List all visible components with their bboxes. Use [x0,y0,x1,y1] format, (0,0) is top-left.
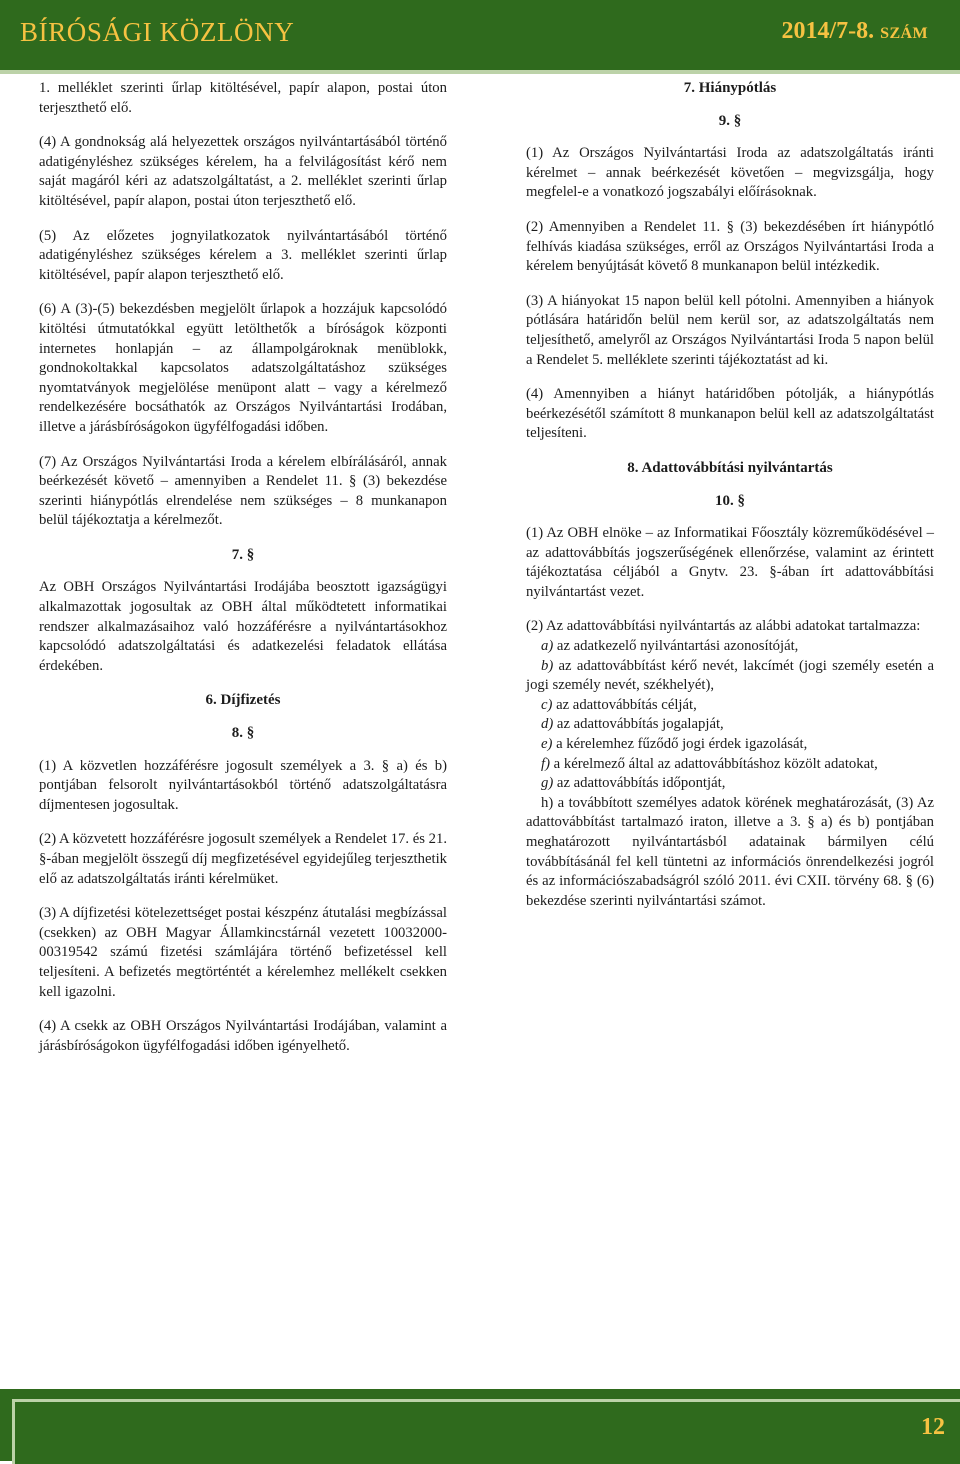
left-column [39,79,447,1071]
list-item [526,735,934,755]
item-marker: b) [541,657,554,674]
item-marker: e) [541,736,553,753]
chapter-heading: 7. Hiánypótlás [683,80,777,96]
section-number: 8. § [231,725,255,742]
item-text: az adatkezelő nyilvántartási azonosítóját, [553,638,799,655]
item-marker: g) [541,775,554,792]
paragraph: (4) A csekk az OBH Országos Nyilvántartási Irodájában, valamint a járásbíróságokon ügyfélfogadási időben igényelhető. [39,1018,447,1054]
list-item [526,755,934,775]
list-item: h) a továbbított személyes adatok körének meghatározását, (3) Az adattovábbítást tartalmazó iraton, illetve a 3. § a) és b) pontjában meghatározott nyilvántartásból adatainak bármilyen célú továbbításánál fel kell tüntetni az információs önrendelkezési jogról és az információszabadságról szóló 2011. évi CXII. törvény 68. § (6) bekezdése szerinti nyilvántartási számot. [526,794,934,909]
page-number: 12 [921,1414,945,1440]
item-text: az adattovábbítás időpontját, [553,775,726,792]
paragraph: (2) Az adattovábbítási nyilvántartás az alábbi adatokat tartalmazza: [526,618,921,635]
item-text: az adattovábbítást kérő nevét, lakcímét (jogi személy esetén a jogi személy nevét, székhelyét), [526,657,934,694]
section-number: 7. § [231,546,255,563]
journal-header [0,0,960,74]
paragraph: (6) A (3)-(5) bekezdésben megjelölt űrlapok a hozzájuk kapcsolódó kitöltési útmutatókkal együtt letölthetők a bíróságok központi internetes honlapján – az állampolgároknak menüblokk, gondnokoltakkal kapcsolatos adatszolgáltatáshoz szükséges nyomtatványok megjelölése menüpont alatt – vagy a kérelmező rendelkezésére bocsáthatók az Országos Nyilvántartási Irodában, illetve a járásbíróságokon ügyfélfogadási időben. [39,301,447,435]
list-item [526,774,934,794]
paragraph: (2) Amennyiben a Rendelet 11. § (3) bekezdésében írt hiánypótló felhívás kiadása szükséges, erről az Országos Nyilvántartási Iroda a kérelem benyújtását követő 8 munkanapon belül intézkedik. [526,218,934,275]
item-marker: a) [541,638,554,655]
chapter-heading: 8. Adattovábbítási nyilvántartás [627,459,833,476]
paragraph: (4) A gondnokság alá helyezettek országos nyilvántartásából történő adatigényléshez szükséges kérelem, ha a felvilágosítást kérő nem saját magáról kéri az adatszolgáltatást, a 2. melléklet szerinti űrlap kitöltésével, papír alapon, postai úton terjeszthető elő. [39,134,447,209]
right-column [526,79,934,926]
paragraph: 1. melléklet szerinti űrlap kitöltésével, papír alapon, postai úton terjeszthető elő. [39,80,447,116]
paragraph: (4) Amennyiben a hiányt határidőben pótolják, a hiánypótlás beérkezésétől számított 8 munkanapon belül kell az adatszolgáltatást teljesíteni. [526,386,934,442]
paragraph: (1) Az Országos Nyilvántartási Iroda az adatszolgáltatás iránti kérelmet – annak beérkezését követően – megvizsgálja, hogy megfelel-e a vonatkozó jogszabályi előírásoknak. [526,145,934,201]
paragraph: (1) Az OBH elnöke – az Informatikai Főosztály közreműködésével – az adattovábbítás jogszerűségének ellenőrzése, valamint az érintett tájékoztatása céljából a Gnytv. 23. §-ában írt adattovábbítási nyilvántartást vezet. [526,525,934,600]
journal-title: BÍRÓSÁGI KÖZLÖNY [20,17,295,47]
chapter-heading: 6. Díjfizetés [205,692,281,709]
paragraph: (2) A közvetett hozzáférésre jogosult személyek a Rendelet 17. és 21. §-ában megjelölt összegű díj megfizetésével egyidejűleg terjeszthetik elő az adatszolgáltatás iránti kérelmüket. [39,831,447,887]
item-text: az adattovábbítás jogalapját, [553,716,724,733]
item-text: a kérelmező által az adattovábbításhoz közölt adatokat, [549,755,878,772]
section-number: 10. § [715,492,745,509]
list-item [526,637,934,657]
paragraph: (3) A hiányokat 15 napon belül kell pótolni. Amennyiben a hiányok pótlására határidőn belül nem kerül sor, az adatszolgáltatás nem teljesíthető, amelyről az Országos Nyilvántartási Iroda 5 napon belül a Rendelet 5. melléklete szerinti tájékoztatást ad ki. [526,292,934,368]
item-text: az adattovábbítás célját, [552,696,697,713]
item-marker: d) [541,716,554,733]
list-item [526,715,934,735]
paragraph: (5) Az előzetes jognyilatkozatok nyilvántartásából történő adatigényléshez szükséges kérelem a 3. melléklet szerinti űrlap kitöltésével, papír alapon terjeszthető elő. [39,227,447,283]
footer-band [0,1389,960,1461]
list-item [526,657,934,696]
item-text: a kérelemhez fűződő jogi érdek igazolását, [552,736,808,753]
paragraph: (3) A díjfizetési kötelezettséget postai készpénz átutalási megbízással (csekken) az OBH Magyar Államkincstárnál vezetett 10032000-00319542 számú fizetési számlájára történő befizetéssel kell teljesíteni. A befizetés megtörténtét a kérelemhez mellékelt csekken kell igazolni. [39,905,447,1000]
paragraph: (1) A közvetlen hozzáférésre jogosult személyek a 3. § a) és b) pontjában felsorolt nyilvántartásokból történő adatszolgáltatásra díjmentesen jogosultak. [39,757,447,813]
item-marker: f) [541,755,550,772]
footer-frame [12,1399,960,1464]
list-item [526,696,934,716]
paragraph: Az OBH Országos Nyilvántartási Irodájába beosztott igazságügyi alkalmazottak jogosultak az OBH által működtetett informatikai rendszer alkalmazásaihoz való hozzáférésre a nyilvántartásokhoz kapcsolódó adatszolgáltatási és adatkezelési feladatok ellátása érdekében. [39,579,447,674]
issue-word: SZÁM [880,25,928,42]
section-number: 9. § [718,112,742,129]
issue-number: 2014/7-8. [781,18,875,44]
issue-label [782,18,929,45]
item-marker: c) [541,696,553,713]
paragraph: (7) Az Országos Nyilvántartási Iroda a kérelem elbírálásáról, annak beérkezését követő – amennyiben a Rendelet 11. § (3) bekezdése szerinti hiánypótlás elrendelése nem szükséges – 8 munkanapon belül tájékoztatja a kérelmezőt. [39,453,447,529]
